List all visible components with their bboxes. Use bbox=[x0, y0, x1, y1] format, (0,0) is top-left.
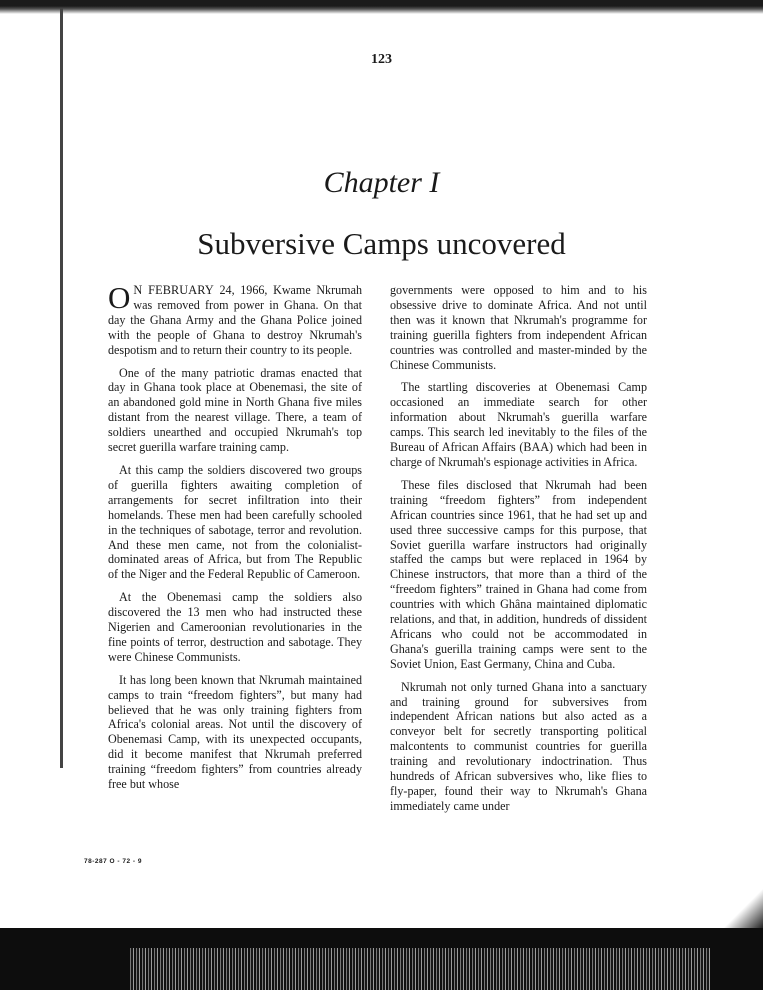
chapter-title: Subversive Camps uncovered bbox=[197, 226, 566, 261]
scan-left-edge bbox=[60, 8, 63, 768]
paragraph-text: 24, 1966, Kwame Nkrumah was removed from power in Ghana. On that day the Ghana Army and the Ghana Police joined with the people of Ghana to destroy Nkrumah's despotism and to return their country to its people. bbox=[108, 283, 362, 357]
paragraph: Nkrumah not only turned Ghana into a sanctuary and training ground for subversives from independent African nations but also acted as a conveyor belt for secretly transporting political malcontents to communist countries for guerilla training and revolutionary indoctrination. Thus hundreds of African subversives who, like flies to fly-paper, found their way to Nkrumah's Ghana immediately came under bbox=[390, 679, 647, 813]
right-column bbox=[390, 283, 647, 822]
chapter-heading: Chapter I bbox=[323, 166, 440, 199]
paragraph: It has long been known that Nkrumah maintained camps to train “freedom fighters”, but many had believed that he was only training fighters from Africa's colonial areas. Not until the discovery of Obenemasi Camp, with its unexpected occupants, did it become manifest that Nkrumah preferred training “freedom fighters” from countries already free but whose bbox=[108, 672, 362, 792]
scan-top-edge bbox=[0, 0, 763, 14]
lead-in: N FEBRUARY bbox=[133, 283, 214, 297]
paragraph: At this camp the soldiers discovered two groups of guerilla fighters awaiting completion of arrangements for secret infiltration into their homelands. These men had been carefully schooled in the techniques of sabotage, terror and revolution. And these men came, not from the colonialist-dominated areas of Africa, but from The Republic of the Niger and the Federal Republic of Cameroon. bbox=[108, 462, 362, 582]
scan-noise-stripes bbox=[130, 948, 710, 990]
scan-corner-shadow bbox=[723, 880, 763, 928]
print-code: 78-287 O - 72 - 9 bbox=[84, 858, 142, 865]
left-column bbox=[108, 280, 362, 800]
paragraph: At the Obenemasi camp the soldiers also discovered the 13 men who had instructed these Nigerien and Cameroonian revolutionaries in the fine points of terror, destruction and sabotage. They were Chinese Communists. bbox=[108, 590, 362, 664]
paragraph bbox=[108, 280, 362, 358]
paragraph: These files disclosed that Nkrumah had been training “freedom fighters” from independent African countries since 1961, that he had set up and used three successive camps for this purpose, that Soviet guerilla warfare instructors had originally staffed the camps but were replaced in 1964 by Chinese instructors, that more than a third of the “freedom fighters” trained in Ghana had come from countries with which Ghâna maintained diplomatic relations, and that, in addition, hundreds of dissident Africans who could not be accommodated in Ghana's guerilla training camps were sent to the Soviet Union, East Germany, China and Cuba. bbox=[390, 477, 647, 671]
page-number: 123 bbox=[371, 52, 392, 67]
paragraph: The startling discoveries at Obenemasi Camp occasioned an immediate search for other information about Nkrumah's guerilla warfare camps. This search led inevitably to the files of the Bureau of African Affairs (BAA) which had been in charge of Nkrumah's espionage activities in Africa. bbox=[390, 380, 647, 469]
paragraph: governments were opposed to him and to his obsessive drive to dominate Africa. And not until then was it known that Nkrumah's programme for training guerilla fighters from independent African countries was controlled and master-minded by the Chinese Communists. bbox=[390, 283, 647, 372]
drop-cap: O bbox=[108, 280, 131, 315]
paragraph: One of the many patriotic dramas enacted that day in Ghana took place at Obenemasi, the site of an abandoned gold mine in North Ghana five miles distant from the nearest village. There, a team of soldiers unearthed and occupied Nkrumah's top secret guerilla warfare training camp. bbox=[108, 365, 362, 455]
